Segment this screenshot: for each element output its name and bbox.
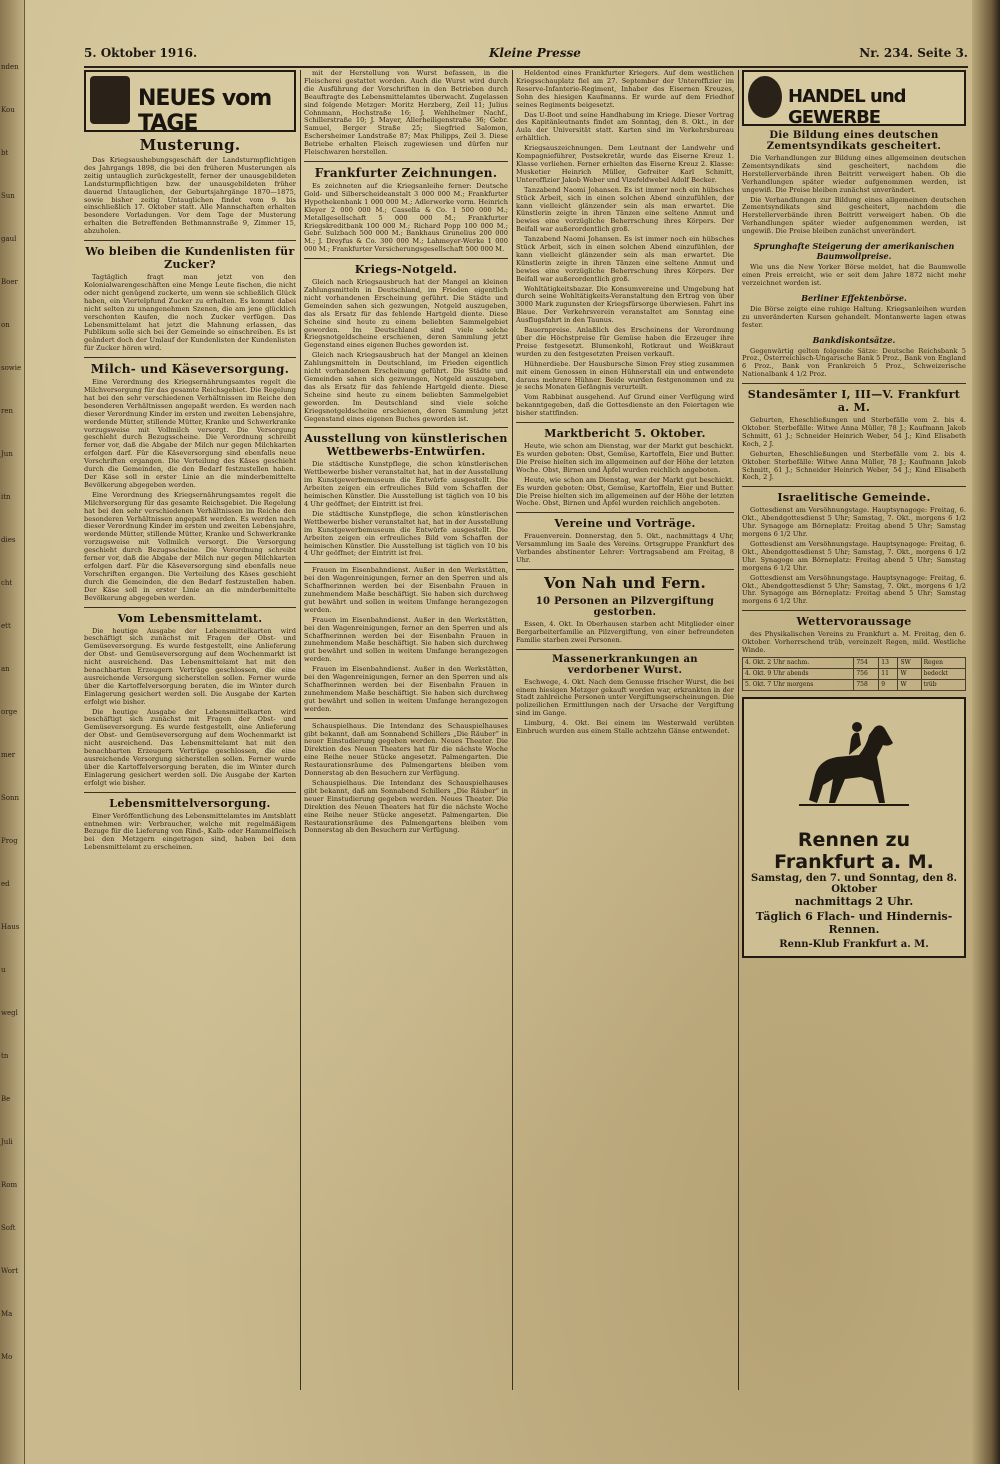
- weather-cell: 754: [854, 657, 879, 668]
- eagle-emblem-icon: [90, 76, 130, 124]
- adjacent-page-strip: [0, 0, 25, 1464]
- strip-word: wegl: [1, 1009, 18, 1017]
- strip-word: ett: [1, 622, 11, 630]
- masthead-title: NEUES vom TAGE: [138, 86, 272, 136]
- article-title: Standesämter I, III—V. Frankfurt a. M.: [747, 388, 961, 415]
- horse-rider-icon: [789, 705, 919, 825]
- handel-und-gewerbe-masthead: [742, 70, 966, 126]
- article-body: Essen, 4. Okt. In Oberhausen starben acht Mitglieder einer Bergarbeiterfamilie an Pilzvergiftung, von einer befreundeten Familie starben zwei Personen.: [516, 619, 734, 644]
- weather-table: [742, 657, 966, 691]
- article-body: Die städtische Kunstpflege, die schon künstlerischen Wettbewerbe bisher veranstaltet hat, hat in der Ausstellung im Kunstgewerbemuseum die Entwürfe ausgestellt. Die Arbeiten zeigen ein erfreuliches Bild vom Schaffen der heimischen Künstler. Die Ausstellung ist täglich von 10 bis 4 Uhr geöffnet; der Eintritt ist frei. Die städtische Kunstpflege, die schon künstlerischen Wettbewerbe bisher veranstaltet hat, hat in der Ausstellung im Kunstgewerbemuseum die Entwürfe ausgestellt. Die Arbeiten zeigen ein erfreuliches Bild vom Schaffen der heimischen Künstler. Die Ausstellung ist täglich von 10 bis 4 Uhr geöffnet; der Eintritt ist frei.: [304, 460, 508, 558]
- strip-word: gaul: [1, 235, 17, 243]
- article-title: Kriegs-Notgeld.: [354, 263, 458, 277]
- article-body: Es zeichneten auf die Kriegsanleihe ferner: Deutsche Gold- und Silberscheideanstalt 3 000 000 M.; Frankfurter Hypothekenbank 1 000 000 M.; Adlerwerke vorm. Heinrich Kleyer 2 000 000 M.; Cassella & Co. 1 500 000 M.; Metallgesellschaft 5 000 000 M.; Frankfurter Kriegskreditbank 100 000 M.; Richard Popp 100 000 M.; Gebr. Sulzbach 500 000 M.; Bankhaus Grunelius 200 000 M.; J. Dreyfus & Co. 300 000 M.; Lahmeyer-Werke 1 000 000 M.; Frankfurter Versicherungsgesellschaft 500 000 M.: [304, 181, 508, 254]
- weather-cell: 758: [854, 679, 879, 690]
- strip-word: Kou: [1, 106, 15, 114]
- weather-cell: W: [898, 679, 921, 690]
- strip-word: mer: [1, 751, 16, 759]
- article-title: Die Bildung eines deutschen Zementsyndikats gescheitert.: [766, 130, 942, 152]
- ad-time: nachmittags 2 Uhr.: [794, 894, 914, 908]
- strip-word: tn: [1, 1052, 9, 1060]
- article-body: Heldentod eines Frankfurter Kriegers. Auf dem westlichen Kriegsschauplatz fiel am 27. September der Unteroffizier im Reserve-Infanterie-Regiment, Inhaber des Eisernen Kreuzes, Sohn des hiesigen Kaufmanns. Er wurde auf dem Friedhof seines Regiments beigesetzt. Das U-Boot und seine Handhabung im Kriege. Dieser Vortrag des Kapitänleutnants findet am Sonntag, den 8. Okt., in der Aula der Universität statt. Karten sind im Verkehrsbureau erhältlich. Kriegsauszeichnungen. Dem Leutnant der Landwehr und Kompagnieführer, Postsekretär, wurde das Eiserne Kreuz 1. Klasse verliehen. Ferner erhielten das Eiserne Kreuz 2. Klasse: Musketier Heinrich Müller, Gefreiter Karl Schmitt, Unteroffizier Jakob Weber und Vizefeldwebel Adolf Becker. Tanzabend Naomi Johansen. Es ist immer noch ein hübsches Stück Arbeit, sich in einen solchen Abend einzufühlen, der kann vielleicht glänzender sein als man erwartet. Die Künstlerin zeigte in ihren Tänzen eine seltene Anmut und bewies eine vorzügliche Beherrschung ihres Körpers. Der Beifall war außerordentlich groß. Tanzabend Naomi Johansen. Es ist immer noch ein hübsches Stück Arbeit, sich in einen solchen Abend einzufühlen, der kann vielleicht glänzender sein als man erwartet. Die Künstlerin zeigte in ihren Tänzen eine seltene Anmut und bewies eine vorzügliche Beherrschung ihres Körpers. Der Beifall war außerordentlich groß. Wohltätigkeitsbazar. Die Konsumvereine und Umgebung hat durch seine Wohltätigkeits-Veranstaltung den Ertrag von über 3000 Mark zugunsten der Kriegsfürsorge überwiesen. Fahrt ins Blaue. Der Verkehrsverein veranstaltet am Sonntag eine Ausflugsfahrt in den Taunus. Bauernpreise. Anlaßlich des Erscheinens der Verordnung über die Höchstpreise für Gemüse haben die Erzeuger ihre Preise festgesetzt. Blumenkohl, Rotkraut und Weißkraut wurden zu den festgesetzten Preisen verkauft. Hühnerdiebe. Der Hausbursche Simon Frey stieg zusammen mit einem Genossen in einen Hühnerstall ein und entwendete daraus mehrere Hühner. Beide wurden festgenommen und zu je sechs Monaten Gefängnis verurteilt. Vom Rabbinat ausgehend. Auf Grund einer Verfügung wird bekanntgegeben, daß die Gottesdienste an den Feiertagen wie bisher stattfinden.: [516, 69, 734, 418]
- ad-races: Täglich 6 Flach- und Hindernis-Rennen.: [755, 909, 953, 936]
- article-title: Massenerkrankungen an verdorbener Wurst.: [552, 653, 698, 676]
- weather-row: [743, 679, 966, 690]
- section-title: Von Nah und Fern.: [544, 573, 706, 592]
- column-3: [516, 70, 734, 738]
- article-body: Einer Veröffentlichung des Lebensmittelamtes im Amtsblatt entnehmen wir: Verbraucher, welche mit regelmäßigem Bezuge für die Lieferung von Rind-, Kalb- oder Hammelfleisch bei den Metzgern eingetragen sind, haben bei dem Lebensmittelamt zu erscheinen.: [84, 811, 296, 852]
- article-body: Wie uns die New Yorker Börse meldet, hat die Baumwolle einen Preis erreicht, wie er seit dem Jahre 1872 nicht mehr verzeichnet worden ist.: [742, 263, 966, 287]
- page-number: Nr. 234. Seite 3.: [859, 46, 968, 60]
- article-title: Marktbericht 5. Oktober.: [544, 427, 706, 441]
- strip-word: bt: [1, 149, 9, 157]
- strip-word: sowie: [1, 364, 22, 372]
- strip-word: ren: [1, 407, 13, 415]
- article-body: Schauspielhaus. Die Intendanz des Schauspielhauses gibt bekannt, daß am Sonnabend Schillers „Die Räuber“ in neuer Einstudierung gegeben werden. Neues Theater. Die Direktion des Neuen Theaters hat für die nächste Woche eine Reihe neuer Stücke angesetzt. Palmengarten. Die Restaurationsräume des Palmengartens bleiben vom Donnerstag ab den Besuchern zur Verfügung. Schauspielhaus. Die Intendanz des Schauspielhauses gibt bekannt, daß am Sonnabend Schillers „Die Räuber“ in neuer Einstudierung gegeben werden. Neues Theater. Die Direktion des Neuen Theaters hat für die nächste Woche eine Reihe neuer Stücke angesetzt. Palmengarten. Die Restaurationsräume des Palmengartens bleiben vom Donnerstag ab den Besuchern zur Verfügung.: [304, 721, 508, 835]
- article-title: Israelitische Gemeinde.: [777, 491, 931, 505]
- weather-cell: W: [898, 668, 921, 679]
- article-body: Frauenverein. Donnerstag, den 5. Okt., nachmittags 4 Uhr, Versammlung im Saale des Vereins. Ortsgruppe Frankfurt des Verbandes abstinenter Lehrer: Vortragsabend am Freitag, 8 Uhr.: [516, 532, 734, 565]
- horse-race-advertisement: [742, 697, 966, 958]
- page-header: [84, 44, 968, 68]
- column-1: [84, 70, 296, 854]
- article-title: Ausstellung von künstlerischen Wettbewerbs-Entwürfen.: [304, 432, 508, 459]
- article-title: Frankfurter Zeichnungen.: [314, 165, 498, 180]
- strip-word: nden: [1, 63, 19, 71]
- strip-word: Sonn: [1, 794, 20, 802]
- strip-word: u: [1, 966, 6, 974]
- strip-word: cht: [1, 579, 13, 587]
- weather-cell: trüb: [921, 679, 965, 690]
- article-title: Bankdiskontsätze.: [812, 334, 896, 345]
- article-body: Geburten, Eheschließungen und Sterbefälle vom 2. bis 4. Oktober. Sterbefälle: Witwe Anna Müller, 78 J.; Kaufmann Jakob Schmitt, 61 J.; Schneider Heinrich Weber, 54 J.; Kind Elisabeth Koch, 2 J. Geburten, Eheschließungen und Sterbefälle vom 2. bis 4. Oktober. Sterbefälle: Witwe Anna Müller, 78 J.; Kaufmann Jakob Schmitt, 61 J.; Schneider Heinrich Weber, 54 J.; Kind Elisabeth Koch, 2 J.: [742, 416, 966, 482]
- column-2: [304, 70, 508, 837]
- strip-word: Wort: [1, 1267, 19, 1275]
- weather-cell: 13: [879, 657, 898, 668]
- weather-row: [743, 657, 966, 668]
- strip-word: Haus: [1, 923, 20, 931]
- article-body: Gottesdienst am Versöhnungstage. Hauptsynagoge: Freitag, 6. Okt., Abendgottesdienst 5 Uhr; Samstag, 7. Okt., morgens 6 1/2 Uhr. Synagoge am Börneplatz: Freitag abend 5 Uhr; Samstag morgens 6 1/2 Uhr. Gottesdienst am Versöhnungstage. Hauptsynagoge: Freitag, 6. Okt., Abendgottesdienst 5 Uhr; Samstag, 7. Okt., morgens 6 1/2 Uhr. Synagoge am Börneplatz: Freitag abend 5 Uhr; Samstag morgens 6 1/2 Uhr. Gottesdienst am Versöhnungstage. Hauptsynagoge: Freitag, 6. Okt., Abendgottesdienst 5 Uhr; Samstag, 7. Okt., morgens 6 1/2 Uhr. Synagoge am Börneplatz: Freitag abend 5 Uhr; Samstag morgens 6 1/2 Uhr.: [742, 506, 966, 606]
- ad-organizer: Renn-Klub Frankfurt a. M.: [779, 938, 929, 950]
- column-4: [742, 70, 966, 958]
- article-body: Eschwege, 4. Okt. Nach dem Genusse frischer Wurst, die bei einem hiesigen Metzger gekauft worden war, erkrankten in der Stadt zahlreiche Personen unter Vergiftungserscheinungen. Die polizeilichen Ermittlungen nach der Ursache der Vergiftung sind im Gange. Limburg, 4. Okt. Bei einem im Westerwald verübten Einbruch wurden aus einem Stalle achtzehn Gänse entwendet.: [516, 677, 734, 736]
- weather-cell: 4. Okt. 2 Uhr nachm.: [743, 657, 854, 668]
- paper-name: Kleine Presse: [489, 46, 581, 60]
- article-title: Berliner Effektenbörse.: [801, 292, 907, 303]
- article-body: Gegenwärtig gelten folgende Sätze: Deutsche Reichsbank 5 Proz., Österreichisch-Ungarische Bank 5 Proz., Bank von England 6 Proz., Bank von Frankreich 5 Proz., Schweizerische Nationalbank 4 1/2 Proz.: [742, 346, 966, 379]
- article-title: Wo bleiben die Kundenlisten für Zucker?: [85, 245, 295, 272]
- weather-cell: 11: [879, 668, 898, 679]
- weather-cell: 756: [854, 668, 879, 679]
- strip-word: Mo: [1, 1353, 13, 1361]
- article-title: Vereine und Vorträge.: [554, 517, 696, 531]
- article-title: Lebensmittelversorgung.: [109, 796, 271, 810]
- article-body: Die Verhandlungen zur Bildung eines allgemeinen deutschen Zementsyndikats sind gescheitert, nachdem die Herstellerverbände ihren Beitritt verweigert haben. Ob die Verhandlungen später wieder aufgenommen werden, ist ungewiß. Die Preise bleiben zunächst unverändert. Die Verhandlungen zur Bildung eines allgemeinen deutschen Zementsyndikats sind gescheitert, nachdem die Herstellerverbände ihren Beitritt verweigert haben. Ob die Verhandlungen später wieder aufgenommen werden, ist ungewiß. Die Preise bleiben zunächst unverändert.: [742, 154, 966, 236]
- article-body: Das Kriegsaushebungsgeschäft der Landsturmpflichtigen des Jahrgangs 1898, die bei den früheren Musterungen als zeitig untauglich zurückgestellt, ferner der unausgebildeten Landsturmpflichtigen bzw. der unausgebildeten früher dauernd Untauglichen, der Geburtsjahrgänge 1870—1875, sowie bisher zeitig Untauglichen findet vom 9. bis einschließlich 17. Oktober statt. Alle Mannschaften erhalten besondere Vorladungen. Vor dem Tage der Musterung erhalten die Betreffenden Bethmannstraße 9, Zimmer 15, abzuholen.: [84, 156, 296, 236]
- article-title: Vom Lebensmittelamt.: [117, 611, 263, 625]
- article-body: Heute, wie schon am Dienstag, war der Markt gut beschickt. Es wurden geboten: Obst, Gemüse, Kartoffeln, Eier und Butter. Die Preise hielten sich im allgemeinen auf der Höhe der letzten Woche. Obst, Birnen und Äpfel wurden reichlich angeboten. Heute, wie schon am Dienstag, war der Markt gut beschickt. Es wurden geboten: Obst, Gemüse, Kartoffeln, Eier und Butter. Die Preise hielten sich im allgemeinen auf der Höhe der letzten Woche. Obst, Birnen und Äpfel wurden reichlich angeboten.: [516, 442, 734, 508]
- strip-word: itn: [1, 493, 11, 501]
- article-body: mit der Herstellung von Wurst befassen, in die Fleischerei gestattet worden. Auch die Wurst wird durch die Ausführung der Vorschriften in den Betrieben durch Beauftragte des Lebensmittelamtes überwacht. Zugelassen sind folgende Metzger: Moritz Herzberg, Zeil 11; Julius Cohnmann, Hochstraße 16; J. Wehlhelmer Nachf., Schillerstraße 10; J. Mayer, Allerheiligenstraße 36; Gebr. Samuel, Berger Straße 25; Siegfried Salomon, Eschersheimer Landstraße 87; Max Philipps, Zeil 3. Diese Betriebe erhalten Fleisch zugewiesen und dürfen nur Fleischwaren herstellen.: [304, 69, 508, 157]
- strip-word: Ma: [1, 1310, 13, 1318]
- ad-title: Rennen zu Frankfurt a. M.: [774, 828, 934, 873]
- strip-word: Rom: [1, 1181, 18, 1189]
- weather-cell: 9: [879, 679, 898, 690]
- strip-word: Be: [1, 1095, 11, 1103]
- strip-word: Jun: [1, 450, 13, 458]
- strip-word: dies: [1, 536, 16, 544]
- article-body: Tagtäglich fragt man jetzt von den Kolonialwarengeschäften eine Menge Leute fischen, die nicht oder nicht genügend zuckerte, um wenn sie schließlich Glück haben, ein Viertelpfund Zucker zu erhalten. Es kommt dabei nicht selten zu unangenehmen Szenen, die am jene glücklich verschonten Kaufen, die noch Zucker verfügen. Das Lebensmittelamt hat jetzt die Mahnung erlassen, das Publikum solle sich bei der Gemeinde so einschreiben. Es ist geändert doch der Umlauf der Kundenlisten der Kundenlisten für Zucker hören wird.: [84, 273, 296, 353]
- page-edge-shadow: [972, 0, 1000, 1464]
- weather-cell: Regen: [921, 657, 965, 668]
- strip-word: on: [1, 321, 10, 329]
- ad-dates: Samstag, den 7. und Sonntag, den 8. Oktober: [750, 872, 958, 895]
- article-title: Sprunghafte Steigerung der amerikanischen Baumwollpreise.: [753, 241, 955, 262]
- article-body: Eine Verordnung des Kriegsernährungsamtes regelt die Milchversorgung für das gesamte Reichsgebiet. Die Regelung hat bei den sehr verschiedenen Verhältnissen im Reiche den besonderen Verhältnissen angepaßt werden. Es werden nach dieser Verordnung Kinder im ersten und zweiten Lebensjahre, werdende Mütter, stillende Mütter, Kranke und Schwerkranke vorzugsweise mit Vollmilch versorgt. Die Versorgung geschieht durch Bezugsscheine. Die Verordnung schreibt ferner vor, daß die Abgabe der Milch nur gegen Milchkarten erfolgen darf. Für die Käseversorgung sind ebenfalls neue Vorschriften ergangen. Die Verteilung des Käses geschieht durch die Gemeinden, die den Bedarf festzustellen haben. Der Käse soll in erster Linie an die minderbemittelte Bevölkerung abgegeben werden. Eine Verordnung des Kriegsernährungsamtes regelt die Milchversorgung für das gesamte Reichsgebiet. Die Regelung hat bei den sehr verschiedenen Verhältnissen im Reiche den besonderen Verhältnissen angepaßt werden. Es werden nach dieser Verordnung Kinder im ersten und zweiten Lebensjahre, werdende Mütter, stillende Mütter, Kranke und Schwerkranke vorzugsweise mit Vollmilch versorgt. Die Versorgung geschieht durch Bezugsscheine. Die Verordnung schreibt ferner vor, daß die Abgabe der Milch nur gegen Milchkarten erfolgen darf. Für die Käseversorgung sind ebenfalls neue Vorschriften ergangen. Die Verteilung des Käses geschieht durch die Gemeinden, die den Bedarf festzustellen haben. Der Käse soll in erster Linie an die minderbemittelte Bevölkerung abgegeben werden.: [84, 378, 297, 602]
- weather-row: [743, 668, 966, 679]
- article-body: Die Börse zeigte eine ruhige Haltung. Kriegsanleihen wurden zu unveränderten Kursen gehandelt. Montanwerte lagen etwas fester.: [742, 304, 966, 329]
- strip-word: an: [1, 665, 10, 673]
- weather-cell: SW: [898, 657, 921, 668]
- issue-date: 5. Oktober 1916.: [84, 46, 198, 60]
- article-title: 10 Personen an Pilzvergiftung gestorben.: [535, 595, 715, 618]
- neues-vom-tage-masthead: [84, 70, 296, 136]
- article-title: Milch- und Käseversorgung.: [90, 362, 290, 377]
- strip-word: ed: [1, 880, 10, 888]
- strip-word: Juli: [1, 1138, 13, 1146]
- strip-word: Sun: [1, 192, 15, 200]
- article-title: Musterung.: [139, 136, 241, 154]
- article-body: Frauen im Eisenbahndienst. Außer in den Werkstätten, bei den Wagenreinigungen, ferner an den Sperren und als Schaffnerinnen werden bei der Eisenbahn Frauen in zunehmendem Maße beschäftigt. Sie haben sich durchweg gut bewährt und sollen in weitem Umfange herangezogen werden. Frauen im Eisenbahndienst. Außer in den Werkstätten, bei den Wagenreinigungen, ferner an den Sperren und als Schaffnerinnen werden bei der Eisenbahn Frauen in zunehmendem Maße beschäftigt. Sie haben sich durchweg gut bewährt und sollen in weitem Umfange herangezogen werden. Frauen im Eisenbahndienst. Außer in den Werkstätten, bei den Wagenreinigungen, ferner an den Sperren und als Schaffnerinnen werden bei der Eisenbahn Frauen in zunehmendem Maße beschäftigt. Sie haben sich durchweg gut bewährt und sollen in weitem Umfange herangezogen werden.: [304, 566, 508, 713]
- masthead-title: HANDEL und GEWERBE: [788, 86, 906, 128]
- article-body: Die heutige Ausgabe der Lebensmittelkarten wird beschäftigt sich zunächst mit Fragen der Obst- und Gemüseversorgung. Es wurde festgestellt, eine Anlieferung der Obst- und Gemüseversorgung auf dem Wochenmarkt ist nicht ausreichend. Das Lebensmittelamt hat mit den benachbarten Erzeugern Verträge geschlossen, die eine ausreichende Versorgung sicherstellen sollen. Ferner wurde über die Kartoffelversorgung beraten, die im Winter durch Einlagerung gesichert werden soll. Die Ausgabe der Karten erfolgt wie bisher. Die heutige Ausgabe der Lebensmittelkarten wird beschäftigt sich zunächst mit Fragen der Obst- und Gemüseversorgung. Es wurde festgestellt, eine Anlieferung der Obst- und Gemüseversorgung auf dem Wochenmarkt ist nicht ausreichend. Das Lebensmittelamt hat mit den benachbarten Erzeugern Verträge geschlossen, die eine ausreichende Versorgung sicherstellen sollen. Ferner wurde über die Kartoffelversorgung beraten, die im Winter durch Einlagerung gesichert werden soll. Die Ausgabe der Karten erfolgt wie bisher.: [84, 626, 296, 787]
- emblem-icon: [748, 76, 782, 118]
- strip-word: Prog: [1, 837, 18, 845]
- weather-cell: 5. Okt. 7 Uhr morgens: [743, 679, 854, 690]
- article-body: des Physikalischen Vereins zu Frankfurt a. M. Freitag, den 6. Oktober. Vorherrschend trüb, vereinzelt Regen, mild. Westliche Winde.: [742, 630, 966, 655]
- article-body: Gleich nach Kriegsausbruch hat der Mangel an kleinen Zahlungsmitteln in Deutschland, im Frieden eigentlich nicht vorhandenen Erscheinung geführt. Die Städte und Gemeinden sahen sich gezwungen, Notgeld auszugeben, das als Ersatz für das fehlende Hartgeld diente. Diese Scheine sind heute zu einem beliebten Sammelgebiet geworden. Im Deutschland sind viele solche Kriegsnotgeldscheine erschienen, deren Sammlung jetzt Gegenstand eines eigenen Buches geworden ist. Gleich nach Kriegsausbruch hat der Mangel an kleinen Zahlungsmitteln in Deutschland, im Frieden eigentlich nicht vorhandenen Erscheinung geführt. Die Städte und Gemeinden sahen sich gezwungen, Notgeld auszugeben, das als Ersatz für das fehlende Hartgeld diente. Diese Scheine sind heute zu einem beliebten Sammelgebiet geworden. Im Deutschland sind viele solche Kriegsnotgeldscheine erschienen, deren Sammlung jetzt Gegenstand eines eigenen Buches geworden ist.: [304, 278, 508, 423]
- strip-word: Soft: [1, 1224, 16, 1232]
- strip-word: Boer: [1, 278, 18, 286]
- weather-cell: bedeckt: [921, 668, 965, 679]
- article-title: Wettervoraussage: [796, 615, 912, 629]
- weather-cell: 4. Okt. 9 Uhr abends: [743, 668, 854, 679]
- strip-word: orge: [1, 708, 18, 716]
